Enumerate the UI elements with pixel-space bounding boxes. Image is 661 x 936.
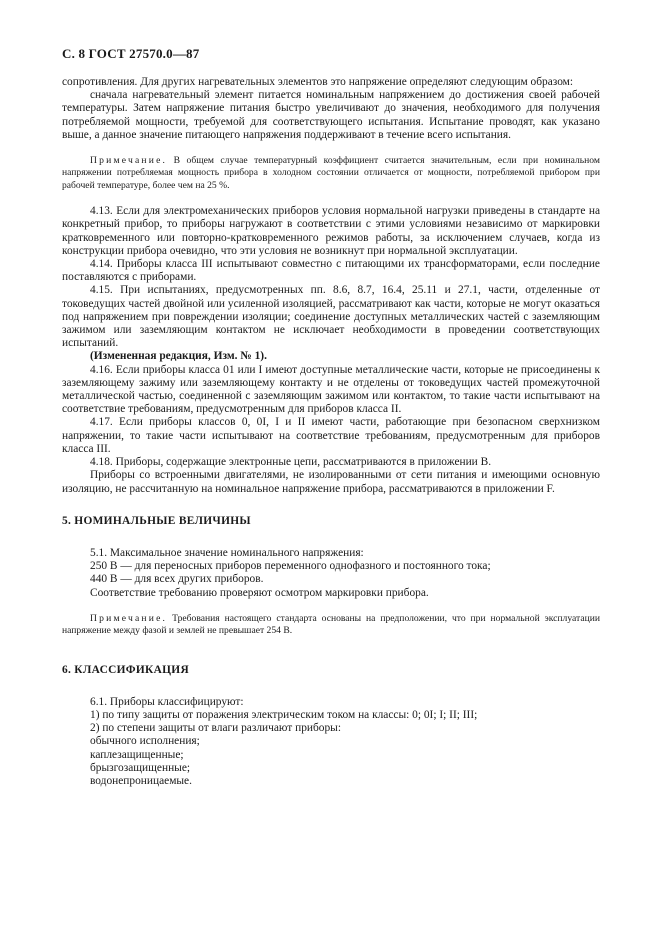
note-label: Примечание. [90,612,168,624]
clause-4-17: 4.17. Если приборы классов 0, 0I, I и II имеют части, работающие при безопасном сверхнизком напряжении, то такие части испытывают на соответствие требованиям, предусмотренным для приборов класса III. [62,416,600,455]
s6-line: 6.1. Приборы классифицируют: [90,695,244,708]
amendment-note: (Измененная редакция, Изм. № 1). [90,350,267,363]
note-phase-voltage [62,613,600,638]
section-5-title: 5. НОМИНАЛЬНЫЕ ВЕЛИЧИНЫ [62,514,251,527]
s6-line: 1) по типу защиты от поражения электрическим током на классы: 0; 0I; I; II; III; [90,708,478,721]
document-body [62,76,600,788]
s6-line: 2) по степени защиты от влаги различают приборы: [90,722,341,735]
s5-line: 250 В — для переносных приборов переменного однофазного и постоянного тока; [90,560,491,573]
note-label: Примечание. [90,155,168,167]
clause-4-18: 4.18. Приборы, содержащие электронные цепи, рассматриваются в приложении В. [90,456,492,469]
s6-line: каплезащищенные; [90,748,184,761]
note-temperature-coefficient [62,155,600,192]
paragraph-heating-procedure: сначала нагревательный элемент питается номинальным напряжением до достижения своей рабочей температуры. Затем напряжение питания быстро увеличивают до значения, необходимого для получения потребляемой мощности, требуемой для соответствующего испытания. Испытание проводят, как указано выше, а данное значение питающего напряжения поддерживают в течение всего испытания. [62,89,600,141]
note-text: В общем случае температурный коэффициент считается значительным, если при номинальном напряжении потребляемая мощность прибора в холодном состоянии отличается от мощности, потребляемой прибором при рабочей температуре, более чем на 25 %. [62,155,600,191]
section-6-content [62,696,600,788]
s6-line: брызгозащищенные; [90,761,191,774]
s6-line: обычного исполнения; [90,735,200,748]
s5-line: 5.1. Максимальное значение номинального напряжения: [90,546,364,559]
section-5-content [62,547,600,600]
clause-4-18-motors: Приборы со встроенными двигателями, не изолированными от сети питания и имеющими основную изоляцию, не рассчитанную на номинальное напряжение прибора, рассматриваются в приложении F. [62,469,600,495]
clause-4-14: 4.14. Приборы класса III испытывают совместно с питающими их трансформаторами, если последние поставляются с приборами. [62,258,600,284]
clause-4-16: 4.16. Если приборы класса 01 или I имеют доступные металлические части, которые не присоединены к заземляющему зажиму или заземляющему контакту и не отделены от токоведущих частей промежуточной металлической частью, соединенной с заземляющим зажимом или контактом, то такие части испытывают на соответствие требованиям, предусмотренным для приборов класса II. [62,363,600,416]
paragraph-continuation: сопротивления. Для других нагревательных элементов это напряжение определяют следующим образом: [62,76,574,88]
clause-4-15: 4.15. При испытаниях, предусмотренных пп. 8.6, 8.7, 16.4, 25.11 и 27.1, части, отделенные от токоведущих частей двойной или усиленной изоляцией, рассматривают как части, которые не могут оказаться под напряжением при повреждении изоляции; соединение доступных металлических частей с заземляющим зажимом или заземляющим контактом не исключает необходимости в проведении соответствующих испытаний. [62,284,600,350]
s5-line: Соответствие требованию проверяют осмотром маркировки прибора. [90,586,429,599]
s5-line: 440 В — для всех других приборов. [90,573,264,586]
section-6-title: 6. КЛАССИФИКАЦИЯ [62,663,189,676]
page-header: С. 8 ГОСТ 27570.0—87 [62,46,200,61]
s6-line: водонепроницаемые. [90,774,192,787]
clause-4-13: 4.13. Если для электромеханических приборов условия нормальной нагрузки приведены в стандарте на конкретный прибор, то приборы нагружают в соответствии с этими условиями независимо от маркировки кратковременного или повторно-кратковременного режимов работы, за исключением случаев, когда из конструкции прибора очевидно, что эти условия не возникнут при нормальной эксплуатации. [62,205,600,257]
note-text: Требования настоящего стандарта основаны на предположении, что при нормальной эксплуатации напряжение между фазой и землей не превышает 254 В. [62,612,600,637]
